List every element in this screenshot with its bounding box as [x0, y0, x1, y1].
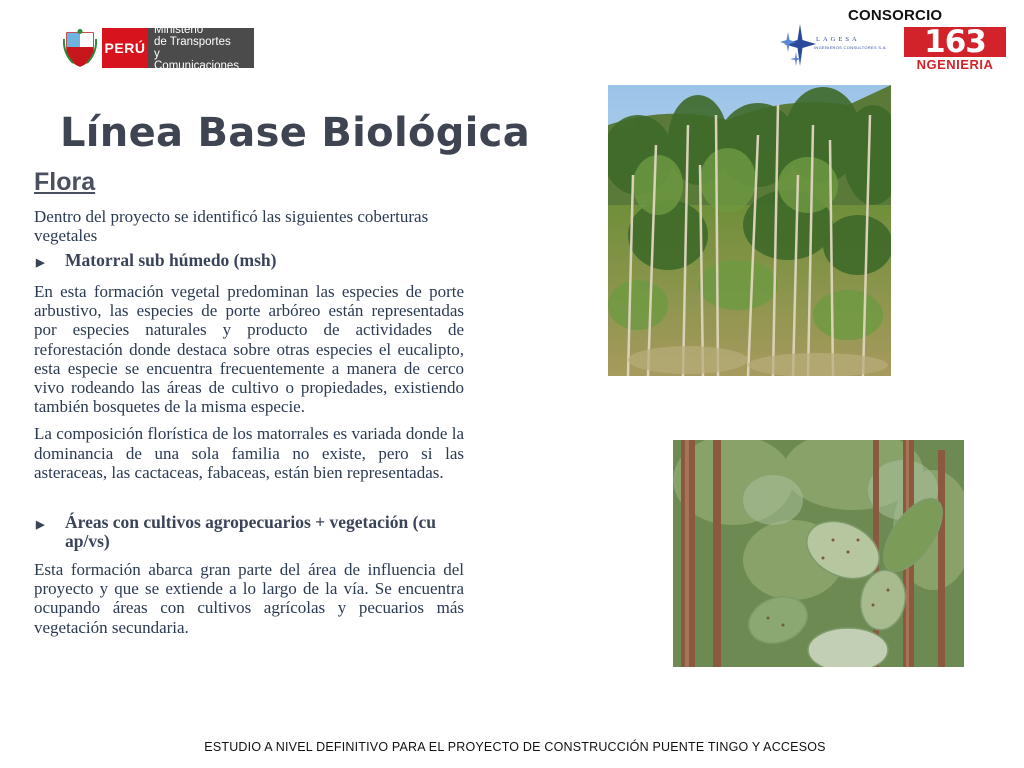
lagesa-name: LAGESA: [816, 36, 860, 43]
paragraph-composition: La composición florística de los matorrales es variada donde la dominancia de una sola familia no existe, pero si las asteraceas, las cactaceas, fabaceas, están bien representadas.: [34, 424, 464, 482]
content-column: [34, 168, 464, 637]
lagesa-subtitle: INGENIEROS CONSULTORES S.A.: [814, 45, 888, 50]
peru-label: PERÚ: [102, 28, 148, 68]
ingenieria-number: 163: [904, 27, 1006, 57]
intro-paragraph: Dentro del proyecto se identificó las siguientes coberturas vegetales: [34, 207, 429, 246]
triangle-bullet-icon: ▶: [36, 257, 45, 270]
bullet-item: [34, 251, 464, 274]
ministry-line-1: Ministerio: [154, 24, 204, 36]
ingenieria-text: NGENIERIA: [916, 57, 994, 72]
paragraph-matorral: En esta formación vegetal predominan las especies de porte arbustivo, las especies de porte arbóreo están representadas por especies naturales y producto de actividades de reforestación donde destaca sobre otras especies el eucalipto, esta especie se encuentra frecuentemente a manera de cerco vivo rodeando las áreas de cultivo o propiedades, existiendo también bosquetes de la misma especie.: [34, 281, 464, 417]
bullet-text: Áreas con cultivos agropecuarios + vegetación (cu ap/vs): [65, 511, 436, 552]
ingenieria-logo: [904, 24, 1006, 73]
footer-text: ESTUDIO A NIVEL DEFINITIVO PARA EL PROYECTO DE CONSTRUCCIÓN PUENTE TINGO Y ACCESOS: [204, 740, 826, 754]
paragraph-cultivos: Esta formación abarca gran parte del área de influencia del proyecto y que se extiende a lo largo de la vía. Se encuentra ocupando áreas con cultivos agrícolas y pecuarios más vegetación secundaria.: [34, 559, 464, 637]
ministry-line-2: de Transportes: [154, 36, 231, 48]
bullet-item: [34, 513, 464, 552]
lagesa-logo: [778, 22, 903, 70]
ministry-name: [148, 24, 254, 72]
cactus-eucalyptus-photo: [673, 440, 964, 667]
eucalyptus-forest-photo: [608, 85, 891, 376]
peru-coat-of-arms-icon: [62, 28, 98, 68]
bullet-text: Matorral sub húmedo (msh): [65, 250, 277, 271]
ministry-logo: [62, 24, 254, 72]
triangle-bullet-icon: ▶: [36, 518, 45, 531]
slide-title: Línea Base Biológica: [60, 110, 530, 156]
ministry-line-3: y Comunicaciones: [154, 48, 240, 72]
star-icon: [778, 22, 818, 70]
consorcio-label: CONSORCIO: [848, 7, 943, 24]
section-subtitle: Flora: [34, 168, 96, 196]
